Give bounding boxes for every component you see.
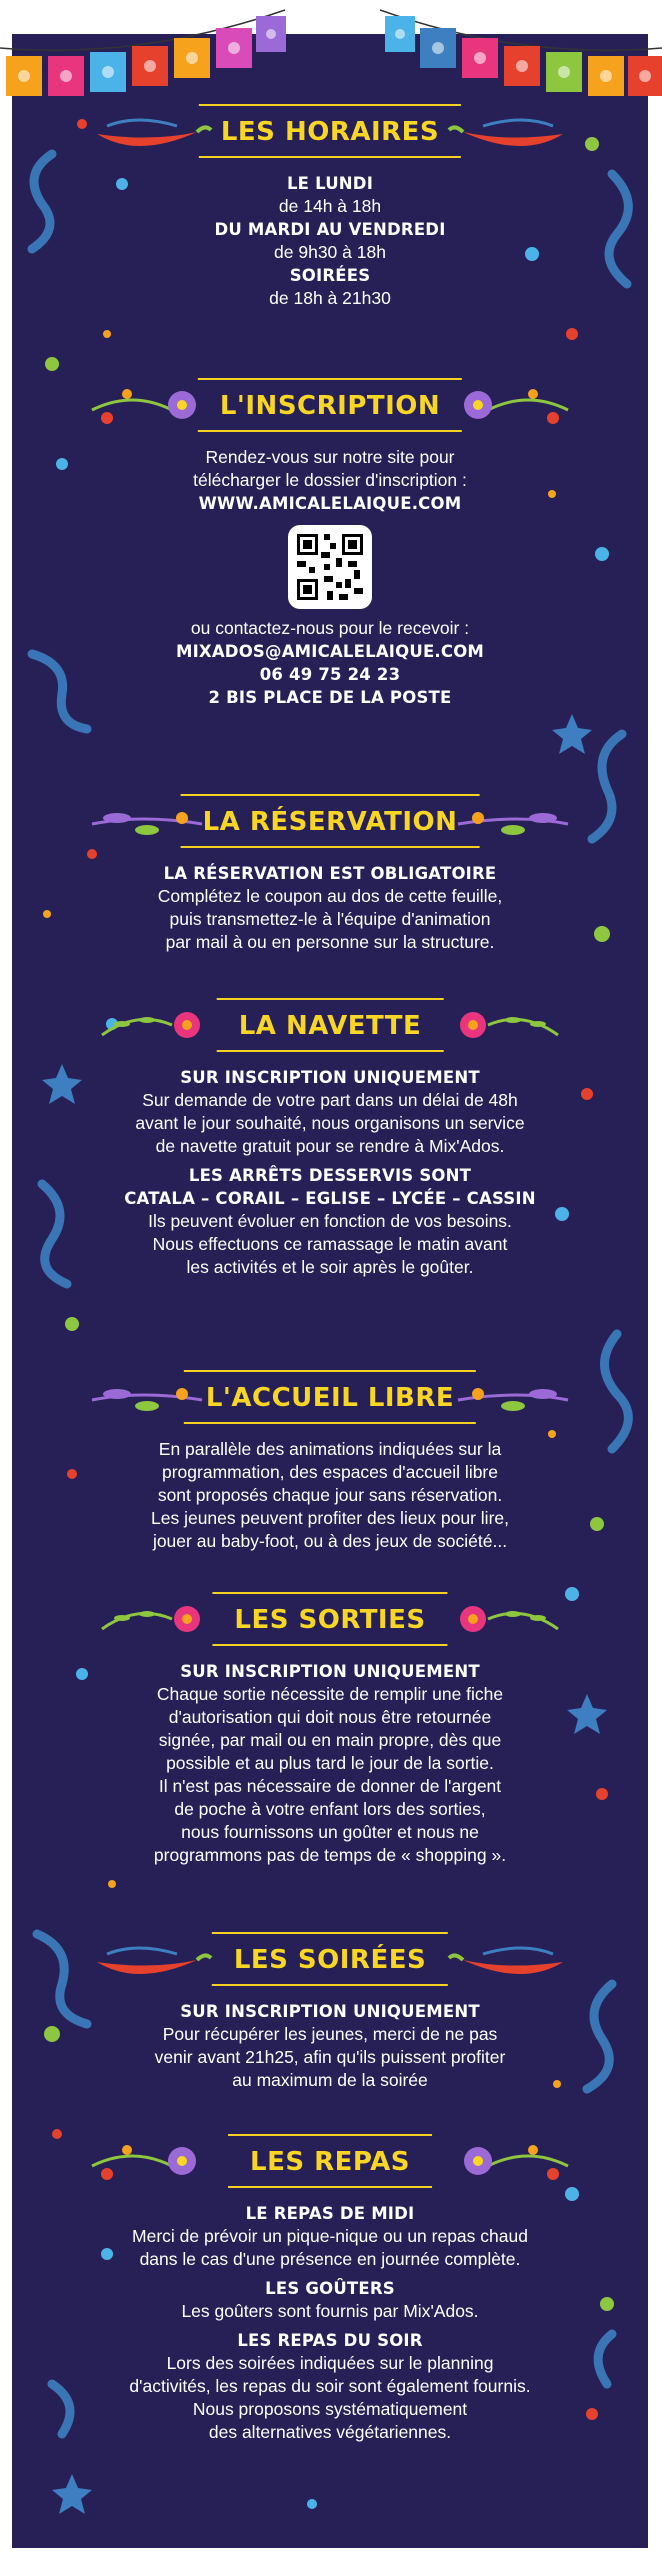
address: 2 BIS PLACE DE LA POSTE [208, 688, 452, 707]
section-title: LES SORTIES [212, 1592, 447, 1646]
schedule-hours-semaine: de 9h30 à 18h [274, 242, 386, 262]
section-title: LA RÉSERVATION [181, 794, 480, 848]
poster [12, 34, 648, 2548]
navette-text-6: les activités et le soir après le goûter. [186, 1257, 474, 1277]
repas-text-4: Lors des soirées indiquées sur le planning [166, 2353, 494, 2373]
pink-flower-ornament-icon [443, 1594, 573, 1644]
phone-number: 06 49 75 24 23 [259, 665, 401, 684]
repas-text-3: Les goûters sont fournis par Mix'Ados. [181, 2301, 479, 2321]
soirees-heading: SUR INSCRIPTION UNIQUEMENT [180, 2002, 480, 2021]
accueil-text-2: programmation, des espaces d'accueil libre [161, 1462, 498, 1482]
accueil-text-4: Les jeunes peuvent profiter des lieux pour lire, [151, 1508, 509, 1528]
chili-ornament-icon [443, 1934, 573, 1984]
section-sorties [12, 1592, 648, 1867]
qr-code-icon [288, 525, 372, 609]
reservation-heading: LA RÉSERVATION EST OBLIGATOIRE [163, 864, 497, 883]
inscription-text-2: télécharger le dossier d'inscription : [193, 470, 467, 490]
purple-flower-ornament-icon [443, 2136, 573, 2186]
section-inscription [12, 378, 648, 709]
leaf-swirl-ornament-icon [443, 796, 573, 846]
section-repas [12, 2134, 648, 2444]
section-title: LES SOIRÉES [212, 1932, 448, 1986]
repas-text-5: d'activités, les repas du soir sont également fournis. [129, 2376, 531, 2396]
purple-flower-ornament-icon [87, 2136, 217, 2186]
accueil-text-5: jouer au baby-foot, ou à des jeux de société... [152, 1531, 508, 1551]
section-soirees [12, 1932, 648, 2092]
schedule-label-lundi: LE LUNDI [286, 174, 374, 193]
soirees-text-2: venir avant 21h25, afin qu'ils puissent profiter [154, 2047, 506, 2067]
reservation-text-1: Complétez le coupon au dos de cette feuille, [157, 886, 503, 906]
sorties-text-5: Il n'est pas nécessaire de donner de l'argent [158, 1776, 502, 1796]
navette-heading: SUR INSCRIPTION UNIQUEMENT [180, 1068, 480, 1087]
chili-ornament-icon [443, 106, 573, 156]
soirees-text-3: au maximum de la soirée [232, 2070, 428, 2090]
repas-midi-heading: LE REPAS DE MIDI [245, 2204, 415, 2223]
section-title: LA NAVETTE [217, 998, 444, 1052]
soirees-text-1: Pour récupérer les jeunes, merci de ne pas [162, 2024, 498, 2044]
schedule-label-soirees: SOIRÉES [289, 266, 371, 285]
email-link[interactable]: MIXADOS@AMICALELAIQUE.COM [175, 642, 485, 661]
sorties-text-6: de poche à votre enfant lors des sorties, [174, 1799, 486, 1819]
sorties-text-8: programmons pas de temps de « shopping ». [153, 1845, 507, 1865]
pink-flower-ornament-icon [87, 1000, 217, 1050]
repas-text-6: Nous proposons systématiquement [192, 2399, 468, 2419]
purple-flower-ornament-icon [443, 380, 573, 430]
pink-flower-ornament-icon [443, 1000, 573, 1050]
section-horaires [12, 104, 648, 310]
navette-text-3: de navette gratuit pour se rendre à Mix'Ados. [155, 1136, 505, 1156]
inscription-text-1: Rendez-vous sur notre site pour [205, 447, 455, 467]
chili-ornament-icon [87, 106, 217, 156]
navette-stops-list: CATALA – CORAIL – EGLISE – LYCÉE – CASSIN [124, 1189, 536, 1208]
reservation-text-3: par mail à ou en personne sur la structure. [165, 932, 495, 952]
repas-text-2: dans le cas d'une présence en journée complète. [139, 2249, 521, 2269]
accueil-text-1: En parallèle des animations indiquées sur la [158, 1439, 502, 1459]
navette-text-4: Ils peuvent évoluer en fonction de vos besoins. [148, 1211, 512, 1231]
leaf-swirl-ornament-icon [443, 1372, 573, 1422]
repas-soir-heading: LES REPAS DU SOIR [237, 2331, 423, 2350]
sorties-text-4: possible et au plus tard le jour de la sortie. [166, 1753, 494, 1773]
section-title: L'ACCUEIL LIBRE [184, 1370, 476, 1424]
gouters-heading: LES GOÛTERS [265, 2279, 395, 2298]
schedule-hours-lundi: de 14h à 18h [278, 196, 382, 216]
reservation-text-2: puis transmettez-le à l'équipe d'animation [169, 909, 491, 929]
repas-text-7: des alternatives végétariennes. [208, 2422, 452, 2442]
sorties-text-3: signée, par mail ou en main propre, dès que [158, 1730, 502, 1750]
section-accueil-libre [12, 1370, 648, 1553]
schedule-label-semaine: DU MARDI AU VENDREDI [214, 220, 446, 239]
section-reservation [12, 794, 648, 954]
sorties-text-2: d'autorisation qui doit nous être retournée [168, 1707, 492, 1727]
section-title: LES HORAIRES [199, 104, 461, 158]
sorties-text-7: nous fournissons un goûter et nous ne [181, 1822, 479, 1842]
pink-flower-ornament-icon [87, 1594, 217, 1644]
section-title: LES REPAS [228, 2134, 432, 2188]
chili-ornament-icon [87, 1934, 217, 1984]
accueil-text-3: sont proposés chaque jour sans réservation. [157, 1485, 503, 1505]
navette-text-5: Nous effectuons ce ramassage le matin avant [152, 1234, 508, 1254]
website-link[interactable]: WWW.AMICALELAIQUE.COM [198, 494, 462, 513]
navette-text-2: avant le jour souhaité, nous organisons un service [135, 1113, 525, 1133]
navette-stops-heading: LES ARRÊTS DESSERVIS SONT [188, 1166, 472, 1185]
navette-text-1: Sur demande de votre part dans un délai de 48h [142, 1090, 518, 1110]
schedule-hours-soirees: de 18h à 21h30 [269, 288, 391, 308]
section-title: L'INSCRIPTION [198, 378, 462, 432]
section-navette [12, 998, 648, 1279]
inscription-text-3: ou contactez-nous pour le recevoir : [190, 618, 470, 638]
sorties-heading: SUR INSCRIPTION UNIQUEMENT [180, 1662, 480, 1681]
repas-text-1: Merci de prévoir un pique-nique ou un repas chaud [132, 2226, 528, 2246]
sorties-text-1: Chaque sortie nécessite de remplir une fiche [156, 1684, 504, 1704]
